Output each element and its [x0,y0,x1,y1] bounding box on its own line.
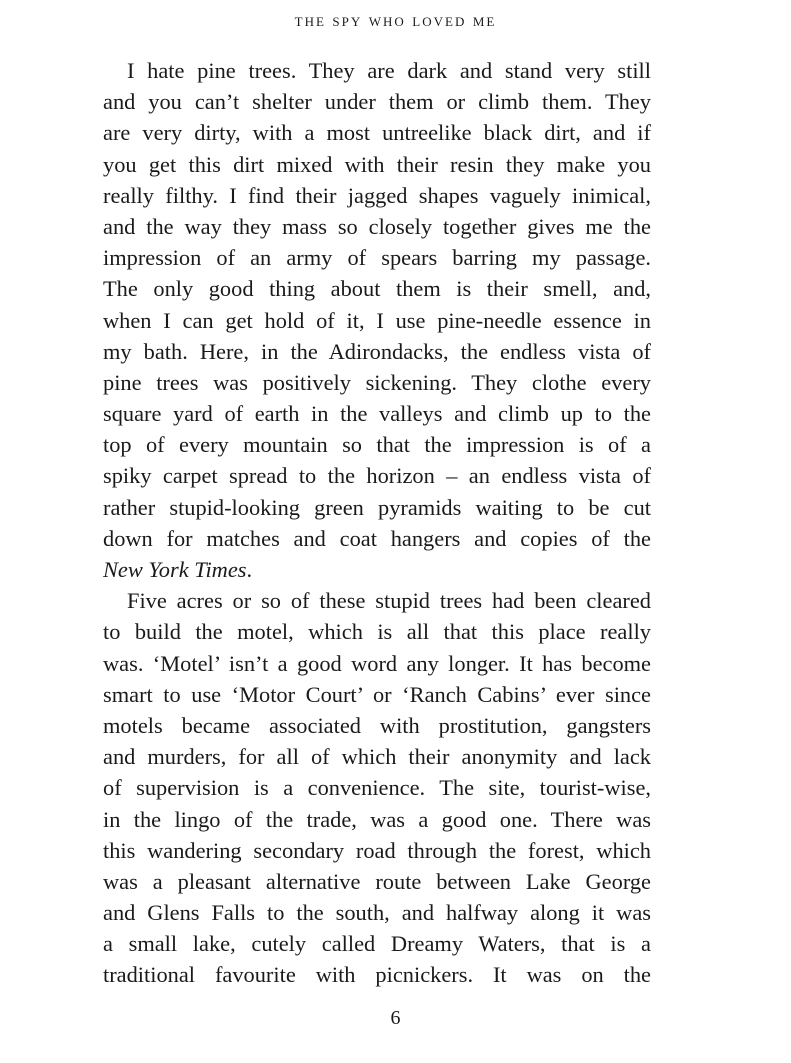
text-line: of supervision is a convenience. The site, tourist-wise, [103,775,651,801]
text-line: Five acres or so of these stupid trees had been cleared [127,588,651,614]
text-line: impression of an army of spears barring my passage. [103,245,651,271]
text-line: to build the motel, which is all that this place really [103,619,651,645]
text-line: this wandering secondary road through the forest, which [103,837,651,863]
text-line: pine trees was positively sickening. They clothe every [103,369,651,395]
text-line: you get this dirt mixed with their resin they make you [103,151,651,177]
text-line: and the way they mass so closely together gives me the [103,213,651,239]
text-line: really filthy. I find their jagged shapes vaguely inimical, [103,182,651,208]
punctuation: . [246,557,253,582]
text-line: down for matches and coat hangers and copies of the [103,525,651,551]
running-head: the spy who loved me [294,10,497,30]
text-line: a small lake, cutely called Dreamy Waters, that is a [103,931,651,957]
text-line: top of every mountain so that the impression is of a [103,432,651,458]
text-line: and Glens Falls to the south, and halfway along it was [103,900,651,926]
text-line: are very dirty, with a most untreelike black dirt, and if [103,120,651,146]
text-line: square yard of earth in the valleys and climb up to the [103,401,651,427]
text-line: smart to use ‘Motor Court’ or ‘Ranch Cabins’ ever since [103,681,651,707]
body-text [103,55,651,991]
text-line: and you can’t shelter under them or climb them. They [103,89,651,115]
text-line: I hate pine trees. They are dark and stand very still [127,58,651,83]
text-line: in the lingo of the trade, was a good one. There was [103,806,651,832]
text-line [103,554,651,585]
text-line: was. ‘Motel’ isn’t a good word any longer. It has become [103,650,651,676]
text-line: The only good thing about them is their smell, and, [103,276,651,302]
text-line: traditional favourite with picnickers. It was on the [103,962,651,988]
text-line: when I can get hold of it, I use pine-needle essence in [103,307,651,333]
text-line: rather stupid-looking green pyramids waiting to be cut [103,494,651,520]
text-line: and murders, for all of which their anonymity and lack [103,744,651,770]
text-line: was a pleasant alternative route between Lake George [103,868,651,894]
text-line: spiky carpet spread to the horizon – an endless vista of [103,463,651,489]
page-number: 6 [390,1007,401,1029]
text-line: motels became associated with prostitution, gangsters [103,712,651,738]
italic-title: New York Times [103,557,247,582]
text-line: my bath. Here, in the Adirondacks, the endless vista of [103,338,651,364]
